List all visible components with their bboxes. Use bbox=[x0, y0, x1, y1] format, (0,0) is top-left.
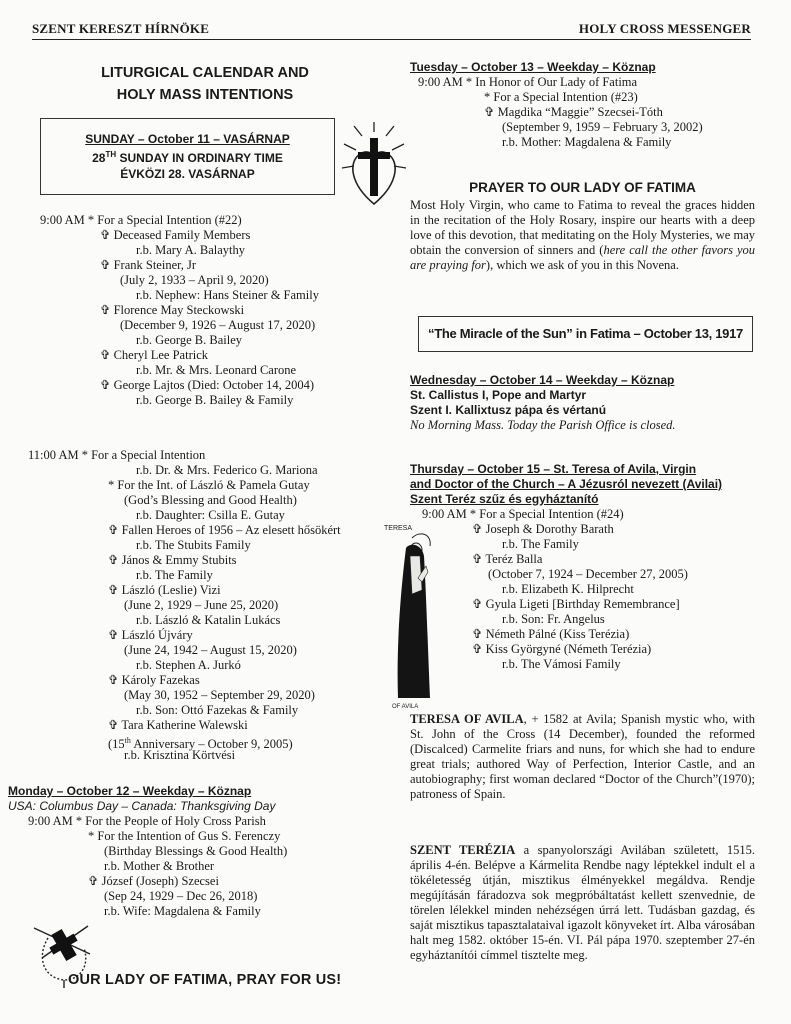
intention-line: r.b. Mr. & Mrs. Leonard Carone bbox=[136, 363, 297, 377]
intention-line: 9:00 AM * For a Special Intention (#22) bbox=[40, 213, 242, 227]
sunday-11am-intentions bbox=[28, 448, 378, 733]
teresa-hungarian-bio bbox=[410, 843, 755, 963]
section-title-line-1: LITURGICAL CALENDAR AND bbox=[101, 65, 309, 81]
intention-line: ✞ László (Leslie) Vizi bbox=[108, 583, 221, 597]
intention-line: r.b. Stephen A. Jurkó bbox=[136, 658, 241, 672]
miracle-banner: “The Miracle of the Sun” in Fatima – October 13, 1917 bbox=[418, 316, 753, 352]
intention-line: r.b. László & Katalin Lukács bbox=[136, 613, 281, 627]
header-left-title: SZENT KERESZT HÍRNÖKE bbox=[32, 21, 210, 36]
footer-prayer: OUR LADY OF FATIMA, PRAY FOR US! bbox=[68, 972, 342, 988]
intention-line: (June 2, 1929 – June 25, 2020) bbox=[124, 598, 279, 612]
intention-line: (God’s Blessing and Good Health) bbox=[124, 493, 297, 507]
intention-line: r.b. George B. Bailey bbox=[136, 333, 242, 347]
tuesday-heading: Tuesday – October 13 – Weekday – Köznap bbox=[410, 60, 656, 74]
intention-line: r.b. The Vámosi Family bbox=[502, 657, 621, 671]
anniv-sup: th bbox=[124, 736, 131, 745]
teresa-label-bottom: OF AVILA bbox=[392, 704, 419, 710]
sunday-heading: SUNDAY – October 11 – VASÁRNAP bbox=[85, 132, 290, 146]
wednesday-heading: Wednesday – October 14 – Weekday – Köznap bbox=[410, 373, 675, 387]
intention-line: r.b. The Stubits Family bbox=[136, 538, 251, 552]
monday-subheading: USA: Columbus Day – Canada: Thanksgiving Day bbox=[8, 799, 276, 813]
intention-line: (October 7, 1924 – December 27, 2005) bbox=[488, 567, 688, 581]
intention-line: (September 9, 1959 – February 3, 2002) bbox=[502, 120, 703, 134]
intention-line: * For a Special Intention (#23) bbox=[484, 90, 638, 104]
intention-line: ✞ László Újváry bbox=[108, 628, 193, 642]
sunday-hungarian: ÉVKÖZI 28. VASÁRNAP bbox=[120, 167, 255, 181]
teresa-hu-text: a spanyolországi Avilában született, 1515. április 4-én. Belépve a Kármelita Rendbe nagy léptekkel indult el a tökéletesség útján, misztikus élményekkel megáldva. Rendje megújításán fáradozva sok megpróbáltatást kellett szenvednie, de törelen lélekkel minden nehézségen úrrá lett. Tudásban gazdag, és saját misztikus tapasztalataival igazolt könyveket írt. Alba városában halt meg 1582. október 15-én. VI. Pál pápa 1970. szeptember 27-én egyháztanítói címmel tisztelte meg. bbox=[410, 843, 755, 962]
intention-line: (June 24, 1942 – August 15, 2020) bbox=[124, 643, 297, 657]
prayer-text-a: Most Holy Virgin, who came to Fatima to reveal the graces hidden in the recitation of the Holy Rosary, inspire our hearts with a deep love of this devotion, that meditating on the Holy Mysteries, we may obtain the conversion of sinners and ( bbox=[410, 198, 755, 257]
wednesday-section bbox=[410, 373, 755, 433]
monday-intentions bbox=[8, 814, 388, 919]
intention-line: ✞ Gyula Ligeti [Birthday Remembrance] bbox=[472, 597, 680, 611]
sunday-ord-text: SUNDAY IN ORDINARY TIME bbox=[116, 151, 283, 165]
intention-line: ✞ Joseph & Dorothy Barath bbox=[472, 522, 614, 536]
thursday-intentions bbox=[410, 507, 755, 672]
monday-heading: Monday – October 12 – Weekday – Köznap bbox=[8, 784, 252, 798]
intention-line: r.b. Nephew: Hans Steiner & Family bbox=[136, 288, 319, 302]
intention-line: ✞ Cheryl Lee Patrick bbox=[100, 348, 209, 362]
prayer-text-italic: here call the other favors you are praying for bbox=[410, 243, 755, 272]
intention-line: * For the Intention of Gus S. Ferenczy bbox=[88, 829, 281, 843]
section-title-line-2: HOLY MASS INTENTIONS bbox=[116, 87, 294, 103]
intention-line: r.b. Son: Fr. Angelus bbox=[502, 612, 605, 626]
teresa-en-name: TERESA OF AVILA bbox=[410, 712, 524, 726]
teresa-english-bio bbox=[410, 712, 755, 802]
intention-line: r.b. Mother: Magdalena & Family bbox=[502, 135, 672, 149]
intention-line: ✞ Kiss Györgyné (Németh Terézia) bbox=[472, 642, 652, 656]
intention-line: r.b. Wife: Magdalena & Family bbox=[104, 904, 261, 918]
monday-section bbox=[8, 784, 388, 919]
intention-line: r.b. Daughter: Csilla E. Gutay bbox=[136, 508, 285, 522]
tuesday-intentions bbox=[410, 75, 755, 150]
sunday-ordinary-time bbox=[41, 147, 334, 166]
intention-line: (December 9, 1926 – August 17, 2020) bbox=[120, 318, 316, 332]
anniv-pre: (15 bbox=[108, 737, 125, 752]
teresa-label-top: TERESA bbox=[384, 525, 413, 532]
intention-line: r.b. The Family bbox=[502, 537, 579, 551]
intention-line: 11:00 AM * For a Special Intention bbox=[28, 448, 206, 462]
thursday-heading-3: Szent Teréz szűz és egyháztanító bbox=[410, 492, 599, 506]
page-header bbox=[32, 20, 751, 40]
intention-line: (May 30, 1952 – September 29, 2020) bbox=[124, 688, 315, 702]
cross-heart-icon bbox=[340, 122, 408, 210]
thursday-section bbox=[410, 462, 755, 672]
intention-line: ✞ József (Joseph) Szecsei bbox=[88, 874, 219, 888]
intention-line: * For the Int. of László & Pamela Gutay bbox=[108, 478, 310, 492]
prayer-text bbox=[410, 198, 755, 273]
intention-line: (Sep 24, 1929 – Dec 26, 2018) bbox=[104, 889, 258, 903]
teresa-hu-name: SZENT TERÉZIA bbox=[410, 843, 516, 857]
intention-line: ✞ Deceased Family Members bbox=[100, 228, 251, 242]
intention-line: ✞ Frank Steiner, Jr bbox=[100, 258, 197, 272]
thursday-heading-1: Thursday – October 15 – St. Teresa of Avila, Virgin bbox=[410, 462, 697, 476]
intention-line: (July 2, 1933 – April 9, 2020) bbox=[120, 273, 269, 287]
prayer-title: PRAYER TO OUR LADY OF FATIMA bbox=[469, 180, 696, 195]
teresa-en-text: , + 1582 at Avila; Spanish mystic who, with St. John of the Cross (14 December), founded the reformed (Discalced) Carmelite friars and nuns, for which she had to endure great trials; authored Way of Perfection, Interior Castle, and an autobiography; first woman declared “Doctor of the Church”(1970); patroness of Spain. bbox=[410, 712, 755, 801]
sunday-box bbox=[40, 118, 335, 195]
intention-line: ✞ Károly Fazekas bbox=[108, 673, 200, 687]
intention-line: ✞ Tara Katherine Walewski bbox=[108, 718, 248, 732]
intention-line: ✞ János & Emmy Stubits bbox=[108, 553, 237, 567]
tara-anniversary-line bbox=[28, 733, 378, 752]
wednesday-saint-en: St. Callistus I, Pope and Martyr bbox=[410, 388, 587, 402]
intention-line: 9:00 AM * For the People of Holy Cross Parish bbox=[28, 814, 266, 828]
intention-line: ✞ George Lajtos (Died: October 14, 2004) bbox=[100, 378, 315, 392]
intention-line: r.b. Dr. & Mrs. Federico G. Mariona bbox=[136, 463, 318, 477]
intention-line: r.b. Mary A. Balaythy bbox=[136, 243, 246, 257]
intention-line: r.b. The Family bbox=[136, 568, 213, 582]
sunday-num: 28 bbox=[92, 151, 106, 165]
anniv-post: Anniversary – October 9, 2005) bbox=[130, 737, 293, 752]
tara-anniversary bbox=[28, 733, 378, 763]
prayer-text-b: ), which we ask of you in this Novena. bbox=[485, 258, 679, 272]
wednesday-note: No Morning Mass. Today the Parish Office is closed. bbox=[410, 418, 676, 432]
prayer-section bbox=[410, 180, 755, 273]
header-right-title: HOLY CROSS MESSENGER bbox=[578, 21, 751, 36]
intention-line: ✞ Fallen Heroes of 1956 – Az elesett hősökért bbox=[108, 523, 341, 537]
intention-line: ✞ Florence May Steckowski bbox=[100, 303, 245, 317]
intention-line: ✞ Németh Pálné (Kiss Terézia) bbox=[472, 627, 630, 641]
wednesday-saint-hu: Szent I. Kallixtusz pápa és vértanú bbox=[410, 403, 607, 417]
saint-teresa-illustration bbox=[382, 520, 440, 710]
intention-line: r.b. George B. Bailey & Family bbox=[136, 393, 294, 407]
intention-line: r.b. Elizabeth K. Hilprecht bbox=[502, 582, 634, 596]
intention-line: (Birthday Blessings & Good Health) bbox=[104, 844, 288, 858]
intention-line: ✞ Magdika “Maggie” Szecsei-Tóth bbox=[484, 105, 663, 119]
intention-line: 9:00 AM * In Honor of Our Lady of Fatima bbox=[418, 75, 638, 89]
thursday-heading-2: and Doctor of the Church – A Jézusról nevezett (Avilai) bbox=[410, 477, 723, 491]
sunday-9am-intentions bbox=[40, 213, 380, 408]
sunday-num-sup: TH bbox=[105, 150, 117, 159]
intention-line: 9:00 AM * For a Special Intention (#24) bbox=[422, 507, 624, 521]
tara-rb-line: r.b. Krisztina Körtvési bbox=[124, 748, 236, 762]
intention-line: ✞ Teréz Balla bbox=[472, 552, 543, 566]
intention-line: r.b. Son: Ottó Fazekas & Family bbox=[136, 703, 299, 717]
intention-line: r.b. Mother & Brother bbox=[104, 859, 215, 873]
tuesday-section bbox=[410, 60, 755, 150]
section-title bbox=[60, 62, 350, 106]
